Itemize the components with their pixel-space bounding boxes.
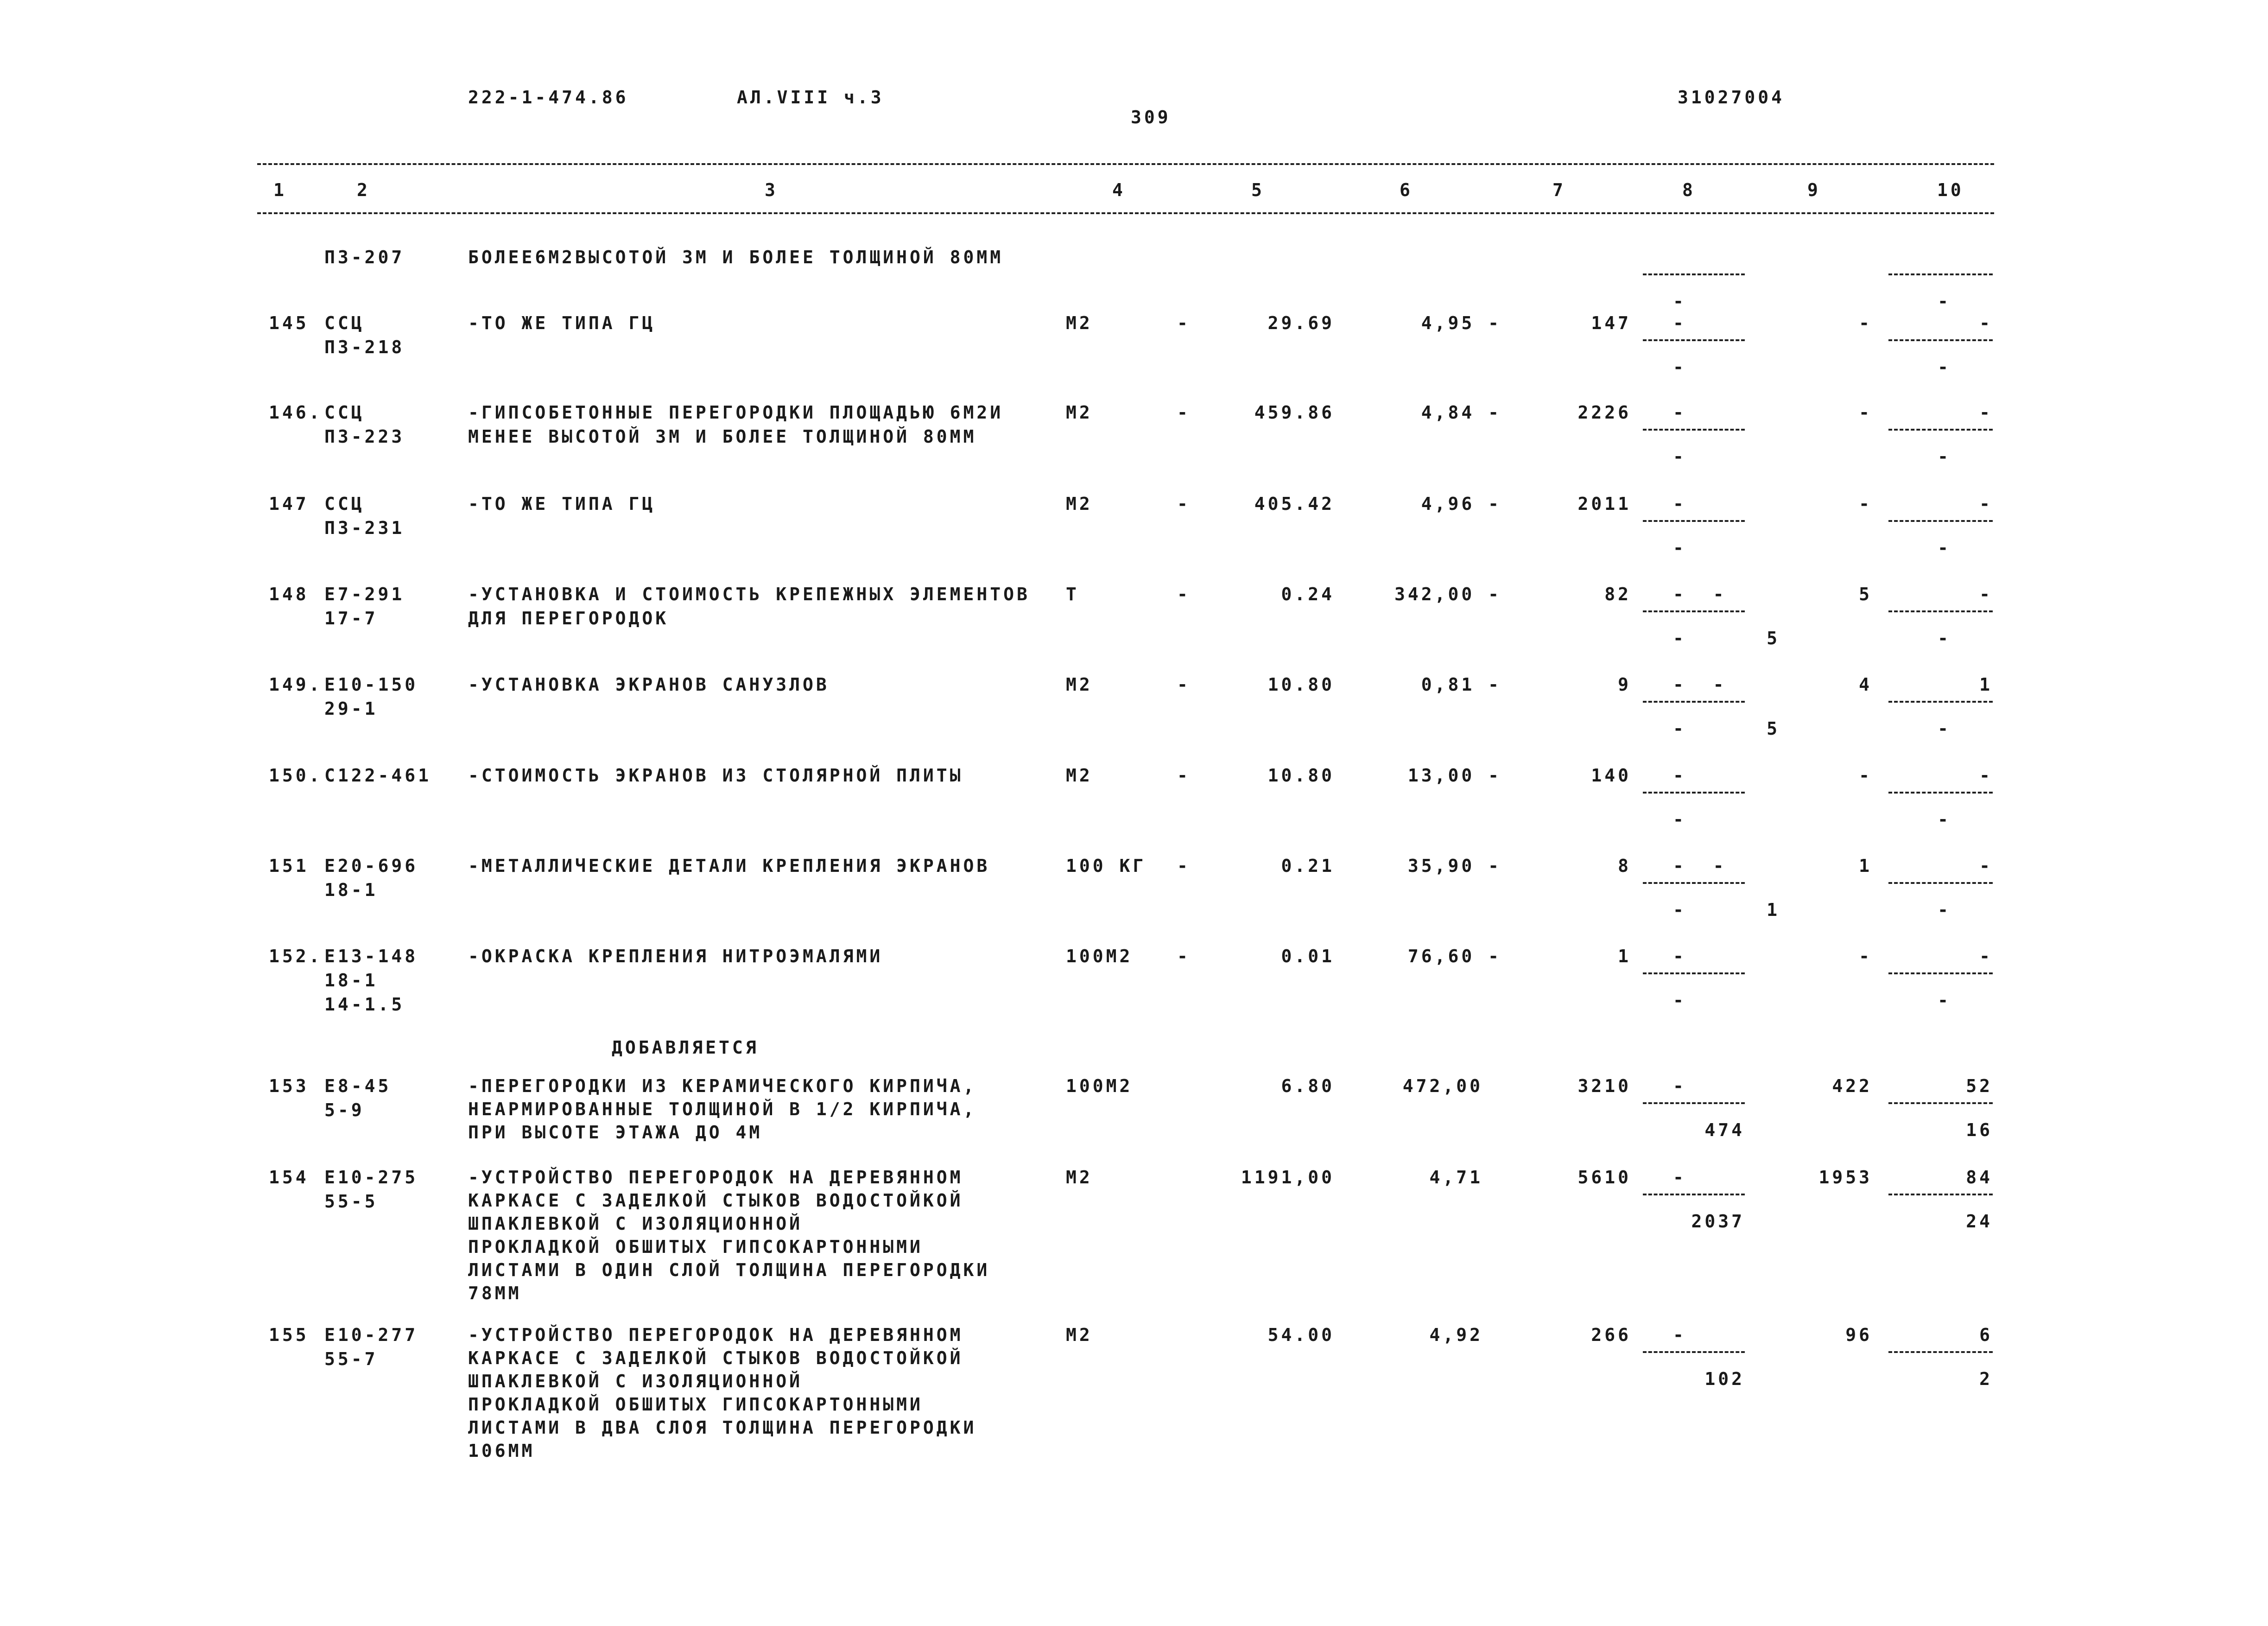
row-col8-rule: [1643, 882, 1745, 884]
row-quantity: 54.00: [1267, 1325, 1335, 1345]
row-code: ПЗ-231: [324, 518, 405, 538]
row-col10-below: -: [1938, 809, 1951, 830]
row-description: -ТО ЖЕ ТИПА ГЦ: [468, 494, 656, 514]
row-unit: Т: [1066, 584, 1079, 604]
row-code: Е10-150: [324, 674, 418, 695]
row-col9: -: [1859, 765, 1872, 786]
row-number: 150.: [269, 765, 323, 786]
row-col8: -: [1673, 765, 1686, 786]
row-code: Е7-291: [324, 584, 405, 604]
row-col8-rule: [1643, 610, 1745, 612]
row-col5: -: [1177, 494, 1191, 514]
row-unit-price: 342,00 -: [1394, 584, 1501, 604]
row-description: ШПАКЛЕВКОЙ С ИЗОЛЯЦИОННОЙ: [468, 1213, 803, 1234]
column-header-7: 7: [1552, 180, 1566, 200]
row-col10: -: [1979, 313, 1993, 333]
row-col5: -: [1177, 856, 1191, 876]
row-col9: 1: [1859, 856, 1872, 876]
column-header-3: 3: [765, 180, 778, 200]
row-code: 55-7: [324, 1349, 378, 1369]
row-code: 17-7: [324, 608, 378, 629]
row-code: ССЦ: [324, 313, 365, 333]
row-col10-rule: [1888, 1102, 1993, 1104]
column-header-1: 1: [273, 180, 287, 200]
row-quantity: 459.86: [1254, 402, 1335, 423]
row-description: МЕНЕЕ ВЫСОТОЙ 3М И БОЛЕЕ ТОЛЩИНОЙ 80ММ: [468, 426, 977, 447]
row-unit: М2: [1066, 674, 1093, 695]
row-col10: -: [1979, 946, 1993, 966]
row-col5: -: [1177, 402, 1191, 423]
row-quantity: 0.01: [1281, 946, 1335, 966]
row-col9: 96: [1845, 1325, 1872, 1345]
row-col8: - -: [1673, 856, 1727, 876]
row-col5: -: [1177, 674, 1191, 695]
row-col10-below: -: [1938, 718, 1951, 739]
row-code: Е13-148: [324, 946, 418, 966]
row-col10: -: [1979, 402, 1993, 423]
row-col8: -: [1673, 1076, 1686, 1096]
row-description: 78ММ: [468, 1283, 522, 1303]
row-col8-below: -: [1673, 538, 1686, 558]
row-col10-rule: [1888, 882, 1993, 884]
row-quantity: 10.80: [1267, 765, 1335, 786]
row-col10-below: 16: [1966, 1120, 1993, 1140]
row-unit-price: 0,81 -: [1421, 674, 1501, 695]
row-unit: М2: [1066, 765, 1093, 786]
row-col8-below: 474: [1704, 1120, 1745, 1140]
row-col8-below: - 5: [1673, 628, 1780, 648]
row-description: БОЛЕЕ6М2ВЫСОТОЙ 3М И БОЛЕЕ ТОЛЩИНОЙ 80ММ: [468, 247, 1004, 267]
row-col10: -: [1979, 856, 1993, 876]
row-unit-price: 13,00 -: [1407, 765, 1501, 786]
row-total: 82: [1604, 584, 1631, 604]
row-code: ПЗ-207: [324, 247, 405, 267]
column-header-5: 5: [1251, 180, 1265, 200]
row-col8-below: - 1: [1673, 900, 1780, 920]
row-col8-below: 102: [1704, 1369, 1745, 1389]
code-right: 31027004: [1678, 87, 1785, 108]
row-code: Е10-277: [324, 1325, 418, 1345]
row-col8-rule: [1643, 339, 1745, 341]
row-unit: 100 КГ: [1066, 856, 1147, 876]
column-header-9: 9: [1807, 180, 1821, 200]
row-col8-rule: [1643, 1351, 1745, 1353]
album-label: АЛ.VIII ч.3: [737, 87, 884, 108]
row-col10-rule: [1888, 339, 1993, 341]
row-col10-below: -: [1938, 628, 1951, 648]
row-col9: 422: [1832, 1076, 1872, 1096]
row-col8-rule: [1643, 792, 1745, 794]
row-col10-below: 24: [1966, 1211, 1993, 1232]
row-col10-below: -: [1938, 291, 1951, 311]
row-col10-rule: [1888, 273, 1993, 275]
row-total: 3210: [1577, 1076, 1631, 1096]
row-unit-price: 4,84 -: [1421, 402, 1501, 423]
row-col10: 84: [1966, 1167, 1993, 1188]
row-col8-rule: [1643, 701, 1745, 703]
row-unit: М2: [1066, 313, 1093, 333]
row-col8: -: [1673, 402, 1686, 423]
row-total: 266: [1591, 1325, 1631, 1345]
row-code: ПЗ-223: [324, 426, 405, 447]
row-col9: -: [1859, 494, 1872, 514]
row-description: -МЕТАЛЛИЧЕСКИЕ ДЕТАЛИ КРЕПЛЕНИЯ ЭКРАНОВ: [468, 856, 990, 876]
row-col5: -: [1177, 313, 1191, 333]
section-label: ДОБАВЛЯЕТСЯ: [612, 1037, 759, 1058]
row-quantity: 10.80: [1267, 674, 1335, 695]
row-unit-price: 4,96 -: [1421, 494, 1501, 514]
row-code: 5-9: [324, 1100, 365, 1120]
row-code: Е10-275: [324, 1167, 418, 1188]
row-description: -ПЕРЕГОРОДКИ ИЗ КЕРАМИЧЕСКОГО КИРПИЧА,: [468, 1076, 977, 1096]
row-code: Е20-696: [324, 856, 418, 876]
row-number: 146.: [269, 402, 323, 423]
column-header-8: 8: [1682, 180, 1696, 200]
row-col10-rule: [1888, 1351, 1993, 1353]
row-unit: М2: [1066, 402, 1093, 423]
row-col8-rule: [1643, 972, 1745, 974]
row-col10: -: [1979, 765, 1993, 786]
row-col10-below: -: [1938, 446, 1951, 467]
row-unit-price: 472,00: [1402, 1076, 1483, 1096]
row-total: 1: [1618, 946, 1631, 966]
row-description: -УСТАНОВКА ЭКРАНОВ САНУЗЛОВ: [468, 674, 830, 695]
row-number: 154: [269, 1167, 309, 1188]
row-code: С122-461: [324, 765, 432, 786]
row-total: 147: [1591, 313, 1631, 333]
row-col8-rule: [1643, 429, 1745, 431]
row-unit-price: 4,95 -: [1421, 313, 1501, 333]
row-quantity: 1191,00: [1241, 1167, 1335, 1188]
row-col8-below: -: [1673, 990, 1686, 1010]
row-col9: 5: [1859, 584, 1872, 604]
row-description: ШПАКЛЕВКОЙ С ИЗОЛЯЦИОННОЙ: [468, 1371, 803, 1391]
row-code: Е8-45: [324, 1076, 392, 1096]
column-header-4: 4: [1112, 180, 1126, 200]
row-total: 8: [1618, 856, 1631, 876]
row-col10: 1: [1979, 674, 1993, 695]
rule-top: [257, 163, 1994, 165]
row-total: 5610: [1577, 1167, 1631, 1188]
row-col10-below: -: [1938, 990, 1951, 1010]
column-header-2: 2: [357, 180, 370, 200]
row-col8-rule: [1643, 520, 1745, 522]
row-col8: -: [1673, 946, 1686, 966]
row-description: -УСТРОЙСТВО ПЕРЕГОРОДОК НА ДЕРЕВЯННОМ: [468, 1167, 963, 1188]
row-code: 18-1: [324, 880, 378, 900]
row-col10-rule: [1888, 610, 1993, 612]
row-col10-rule: [1888, 972, 1993, 974]
row-unit-price: 4,92: [1429, 1325, 1483, 1345]
row-description: КАРКАСЕ С ЗАДЕЛКОЙ СТЫКОВ ВОДОСТОЙКОЙ: [468, 1190, 963, 1211]
row-unit: М2: [1066, 1167, 1093, 1188]
row-quantity: 405.42: [1254, 494, 1335, 514]
row-col10-below: -: [1938, 900, 1951, 920]
row-quantity: 6.80: [1281, 1076, 1335, 1096]
row-code: ССЦ: [324, 494, 365, 514]
row-number: 153: [269, 1076, 309, 1096]
row-number: 151: [269, 856, 309, 876]
row-code: 29-1: [324, 699, 378, 719]
row-col5: -: [1177, 946, 1191, 966]
row-col10-rule: [1888, 701, 1993, 703]
row-col10-below: -: [1938, 538, 1951, 558]
row-code: ПЗ-218: [324, 337, 405, 357]
row-unit: М2: [1066, 494, 1093, 514]
row-code: 18-1: [324, 970, 378, 991]
row-description: КАРКАСЕ С ЗАДЕЛКОЙ СТЫКОВ ВОДОСТОЙКОЙ: [468, 1348, 963, 1368]
row-quantity: 0.24: [1281, 584, 1335, 604]
row-col9: -: [1859, 313, 1872, 333]
row-number: 145: [269, 313, 309, 333]
row-col10: 52: [1966, 1076, 1993, 1096]
row-unit-price: 4,71: [1429, 1167, 1483, 1188]
row-unit: М2: [1066, 1325, 1093, 1345]
row-col10-rule: [1888, 429, 1993, 431]
row-col9: -: [1859, 402, 1872, 423]
row-number: 148: [269, 584, 309, 604]
row-col8: - -: [1673, 584, 1727, 604]
row-col8-rule: [1643, 273, 1745, 275]
row-col8: -: [1673, 313, 1686, 333]
row-description: ЛИСТАМИ В ОДИН СЛОЙ ТОЛЩИНА ПЕРЕГОРОДКИ: [468, 1260, 990, 1280]
row-col8: - -: [1673, 674, 1727, 695]
row-description: -ОКРАСКА КРЕПЛЕНИЯ НИТРОЭМАЛЯМИ: [468, 946, 883, 966]
row-total: 9: [1618, 674, 1631, 695]
row-col10-below: 2: [1979, 1369, 1993, 1389]
row-total: 140: [1591, 765, 1631, 786]
row-col10-rule: [1888, 520, 1993, 522]
row-unit-price: 76,60 -: [1407, 946, 1501, 966]
row-col10-rule: [1888, 792, 1993, 794]
row-description: ПРОКЛАДКОЙ ОБШИТЫХ ГИПСОКАРТОННЫМИ: [468, 1394, 923, 1415]
column-header-10: 10: [1937, 180, 1964, 200]
row-description: ЛИСТАМИ В ДВА СЛОЯ ТОЛЩИНА ПЕРЕГОРОДКИ: [468, 1417, 977, 1438]
row-quantity: 0.21: [1281, 856, 1335, 876]
row-col10-below: -: [1938, 357, 1951, 377]
row-description: 106ММ: [468, 1441, 535, 1461]
row-description: -ТО ЖЕ ТИПА ГЦ: [468, 313, 656, 333]
row-col5: -: [1177, 584, 1191, 604]
row-number: 152.: [269, 946, 323, 966]
row-number: 155: [269, 1325, 309, 1345]
column-header-6: 6: [1400, 180, 1413, 200]
row-col10: 6: [1979, 1325, 1993, 1345]
row-description: НЕАРМИРОВАННЫЕ ТОЛЩИНОЙ В 1/2 КИРПИЧА,: [468, 1099, 977, 1119]
row-description: ПРИ ВЫСОТЕ ЭТАЖА ДО 4М: [468, 1122, 763, 1143]
row-col9: -: [1859, 946, 1872, 966]
row-col9: 1953: [1818, 1167, 1872, 1188]
row-col8-below: -: [1673, 446, 1686, 467]
row-description: ПРОКЛАДКОЙ ОБШИТЫХ ГИПСОКАРТОННЫМИ: [468, 1237, 923, 1257]
row-total: 2011: [1577, 494, 1631, 514]
row-code: 14-1.5: [324, 994, 405, 1015]
row-col8: -: [1673, 494, 1686, 514]
row-col9: 4: [1859, 674, 1872, 695]
row-col10: -: [1979, 494, 1993, 514]
row-code: ССЦ: [324, 402, 365, 423]
row-number: 149.: [269, 674, 323, 695]
rule-header-bottom: [257, 212, 1994, 214]
row-unit: 100М2: [1066, 1076, 1133, 1096]
row-col8-below: -: [1673, 291, 1686, 311]
row-unit: 100М2: [1066, 946, 1133, 966]
row-quantity: 29.69: [1267, 313, 1335, 333]
row-description: -УСТРОЙСТВО ПЕРЕГОРОДОК НА ДЕРЕВЯННОМ: [468, 1325, 963, 1345]
row-description: -УСТАНОВКА И СТОИМОСТЬ КРЕПЕЖНЫХ ЭЛЕМЕНТОВ: [468, 584, 1030, 604]
row-col8-rule: [1643, 1194, 1745, 1195]
row-col8-below: 2037: [1691, 1211, 1745, 1232]
page-number: 309: [1131, 107, 1171, 127]
row-description: -СТОИМОСТЬ ЭКРАНОВ ИЗ СТОЛЯРНОЙ ПЛИТЫ: [468, 765, 963, 786]
row-col8-below: - 5: [1673, 718, 1780, 739]
row-col8-below: -: [1673, 809, 1686, 830]
row-col8: -: [1673, 1325, 1686, 1345]
doc-code: 222-1-474.86: [468, 87, 629, 108]
row-description: -ГИПСОБЕТОННЫЕ ПЕРЕГОРОДКИ ПЛОЩАДЬЮ 6М2И: [468, 402, 1004, 423]
row-col8: -: [1673, 1167, 1686, 1188]
row-col5: -: [1177, 765, 1191, 786]
row-col10: -: [1979, 584, 1993, 604]
row-col10-rule: [1888, 1194, 1993, 1195]
row-col8-rule: [1643, 1102, 1745, 1104]
row-number: 147: [269, 494, 309, 514]
row-unit-price: 35,90 -: [1407, 856, 1501, 876]
row-total: 2226: [1577, 402, 1631, 423]
row-description: ДЛЯ ПЕРЕГОРОДОК: [468, 608, 669, 629]
row-col8-below: -: [1673, 357, 1686, 377]
row-code: 55-5: [324, 1191, 378, 1212]
